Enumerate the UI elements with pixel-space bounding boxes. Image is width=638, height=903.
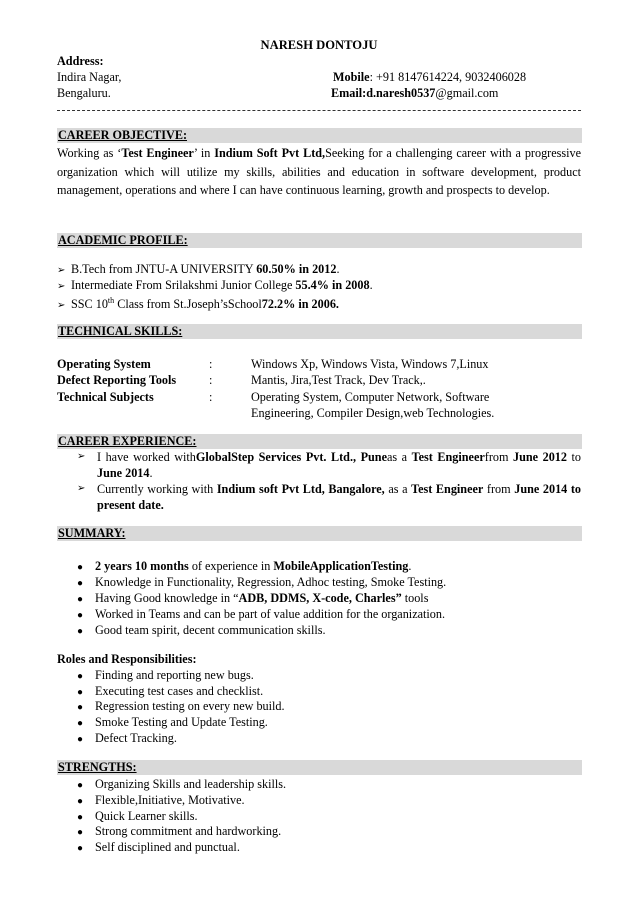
section-career-experience xyxy=(57,434,582,449)
skill-colon: : xyxy=(209,357,213,371)
academic-score: 55.4% in 2008 xyxy=(295,278,370,292)
summary-item xyxy=(57,622,326,640)
exp-text: I have worked with xyxy=(97,450,196,464)
roles-heading: Roles and Responsibilities: xyxy=(57,652,197,666)
exp-date: June 2014 xyxy=(97,466,150,480)
section-heading: SUMMARY: xyxy=(58,526,126,540)
skill-value: Operating System, Computer Network, Software Engineering, Compiler Design,web Technologies. xyxy=(251,390,495,420)
exp-text: as a xyxy=(384,482,412,496)
skill-colon: : xyxy=(209,373,213,387)
bullet-icon: ● xyxy=(77,626,84,637)
summary-text: tools xyxy=(401,591,429,605)
summary-text: Good team spirit, decent communication skills. xyxy=(95,623,326,637)
skill-row xyxy=(57,372,581,388)
summary-domain: MobileApplicationTesting xyxy=(273,559,409,573)
section-technical-skills xyxy=(57,324,582,339)
section-heading: CAREER OBJECTIVE: xyxy=(58,128,188,142)
skill-label: Technical Subjects xyxy=(57,390,154,404)
bullet-icon: ● xyxy=(77,796,84,807)
exp-role: Test Engineer xyxy=(411,482,484,496)
obj-role: Test Engineer xyxy=(121,146,194,160)
exp-text: from xyxy=(484,450,514,464)
section-heading: ACADEMIC PROFILE: xyxy=(58,233,188,247)
role-text: Regression testing on every new build. xyxy=(95,699,285,713)
academic-text: Class from St.Joseph’sSchool xyxy=(114,297,262,312)
strength-text: Strong commitment and hardworking. xyxy=(95,824,282,838)
skill-label: Defect Reporting Tools xyxy=(57,373,177,387)
bullet-icon: ● xyxy=(77,671,84,682)
exp-company: Indium soft Pvt Ltd, Bangalore, xyxy=(216,482,385,496)
obj-text-2: ’ in xyxy=(193,146,215,160)
section-summary xyxy=(57,526,582,541)
arrow-bullet-icon: ➢ xyxy=(57,300,66,312)
arrow-bullet-icon: ➢ xyxy=(57,265,66,276)
arrow-bullet-icon: ➢ xyxy=(77,483,86,494)
mobile-value: : +91 8147614224, 9032406028 xyxy=(369,70,527,84)
summary-text: Knowledge in Functionality, Regression, Adhoc testing, Smoke Testing. xyxy=(95,575,447,589)
superscript: th xyxy=(107,296,115,305)
summary-text: . xyxy=(408,559,412,573)
header-divider xyxy=(57,110,581,111)
exp-date: June 2012 xyxy=(513,450,567,464)
experience-text xyxy=(97,449,581,481)
mobile-label: Mobile xyxy=(333,70,370,84)
bullet-icon: ● xyxy=(77,578,84,589)
skill-row xyxy=(57,389,581,421)
exp-text: . xyxy=(149,466,153,480)
section-academic-profile xyxy=(57,233,582,248)
strength-text: Organizing Skills and leadership skills. xyxy=(95,777,287,791)
address-label: Address: xyxy=(57,54,104,68)
skill-value: Windows Xp, Windows Vista, Windows 7,Linux xyxy=(251,357,489,371)
section-strengths xyxy=(57,760,582,775)
exp-text: from xyxy=(483,482,515,496)
strength-text: Flexible,Initiative, Motivative. xyxy=(95,793,245,807)
bullet-icon: ● xyxy=(77,718,84,729)
academic-punct: . xyxy=(336,262,340,276)
email-label: Email:d.naresh0537 xyxy=(331,86,436,100)
strength-item xyxy=(57,839,240,857)
bullet-icon: ● xyxy=(77,843,84,854)
academic-text: Intermediate From Srilakshmi Junior College xyxy=(71,278,296,292)
summary-text: Having Good knowledge in “ xyxy=(95,591,239,605)
academic-score: 72.2% in 2006. xyxy=(261,297,339,312)
role-item xyxy=(57,730,177,748)
skill-value: Mantis, Jira,Test Track, Dev Track,. xyxy=(251,373,426,387)
strength-text: Quick Learner skills. xyxy=(95,809,198,823)
academic-punct: . xyxy=(369,278,373,292)
skill-label: Operating System xyxy=(57,357,151,371)
bullet-icon: ● xyxy=(77,687,84,698)
mobile-line xyxy=(333,69,526,85)
address-line-2: Bengaluru. xyxy=(57,86,111,100)
experience-item xyxy=(77,481,581,513)
bullet-icon: ● xyxy=(77,562,84,573)
career-objective-text xyxy=(57,144,581,200)
summary-text: of experience in xyxy=(188,559,274,573)
section-heading: STRENGTHS: xyxy=(58,760,137,774)
summary-text: Worked in Teams and can be part of value addition for the organization. xyxy=(95,607,446,621)
academic-item xyxy=(57,293,339,314)
exp-date: June 2014 to present date. xyxy=(97,482,582,512)
bullet-icon: ● xyxy=(77,594,84,605)
section-heading: TECHNICAL SKILLS: xyxy=(58,324,183,338)
exp-text: to xyxy=(566,450,581,464)
exp-company: GlobalStep Services Pvt. Ltd., Pune xyxy=(195,450,387,464)
bullet-icon: ● xyxy=(77,702,84,713)
summary-experience: 2 years 10 months xyxy=(95,559,189,573)
email-domain: @gmail.com xyxy=(435,86,499,100)
summary-tools: ADB, DDMS, X-code, Charles” xyxy=(238,591,402,605)
exp-role: Test Engineer xyxy=(411,450,485,464)
skill-colon: : xyxy=(209,390,213,404)
experience-item xyxy=(77,449,581,481)
arrow-bullet-icon: ➢ xyxy=(77,451,86,462)
experience-text xyxy=(97,481,581,513)
section-heading: CAREER EXPERIENCE: xyxy=(58,434,197,448)
section-career-objective xyxy=(57,128,582,143)
role-text: Finding and reporting new bugs. xyxy=(95,668,254,682)
strength-text: Self disciplined and punctual. xyxy=(95,840,240,854)
bullet-icon: ● xyxy=(77,734,84,745)
bullet-icon: ● xyxy=(77,610,84,621)
obj-text-1: Working as ‘ xyxy=(57,146,122,160)
academic-score: 60.50% in 2012 xyxy=(256,262,337,276)
address-line-1: Indira Nagar, xyxy=(57,70,122,84)
skill-row xyxy=(57,356,581,372)
role-text: Smoke Testing and Update Testing. xyxy=(95,715,268,729)
bullet-icon: ● xyxy=(77,827,84,838)
obj-company: Indium Soft Pvt Ltd, xyxy=(214,146,326,160)
academic-text: SSC 10 xyxy=(71,297,108,312)
arrow-bullet-icon: ➢ xyxy=(57,281,66,292)
academic-text: B.Tech from JNTU-A UNIVERSITY xyxy=(71,262,257,276)
role-text: Defect Tracking. xyxy=(95,731,177,745)
email-line xyxy=(331,85,498,101)
exp-text: Currently working with xyxy=(97,482,217,496)
bullet-icon: ● xyxy=(77,780,84,791)
candidate-name: NARESH DONTOJU xyxy=(260,38,378,52)
bullet-icon: ● xyxy=(77,812,84,823)
obj-text-3: Seeking for a challenging career with a progressive organization which will utilize my skills, abilities and education in software development, product management, operations and where I can have continuous learning, growth and prospects to develop. xyxy=(57,146,582,197)
role-text: Executing test cases and checklist. xyxy=(95,684,264,698)
exp-text: as a xyxy=(387,450,412,464)
